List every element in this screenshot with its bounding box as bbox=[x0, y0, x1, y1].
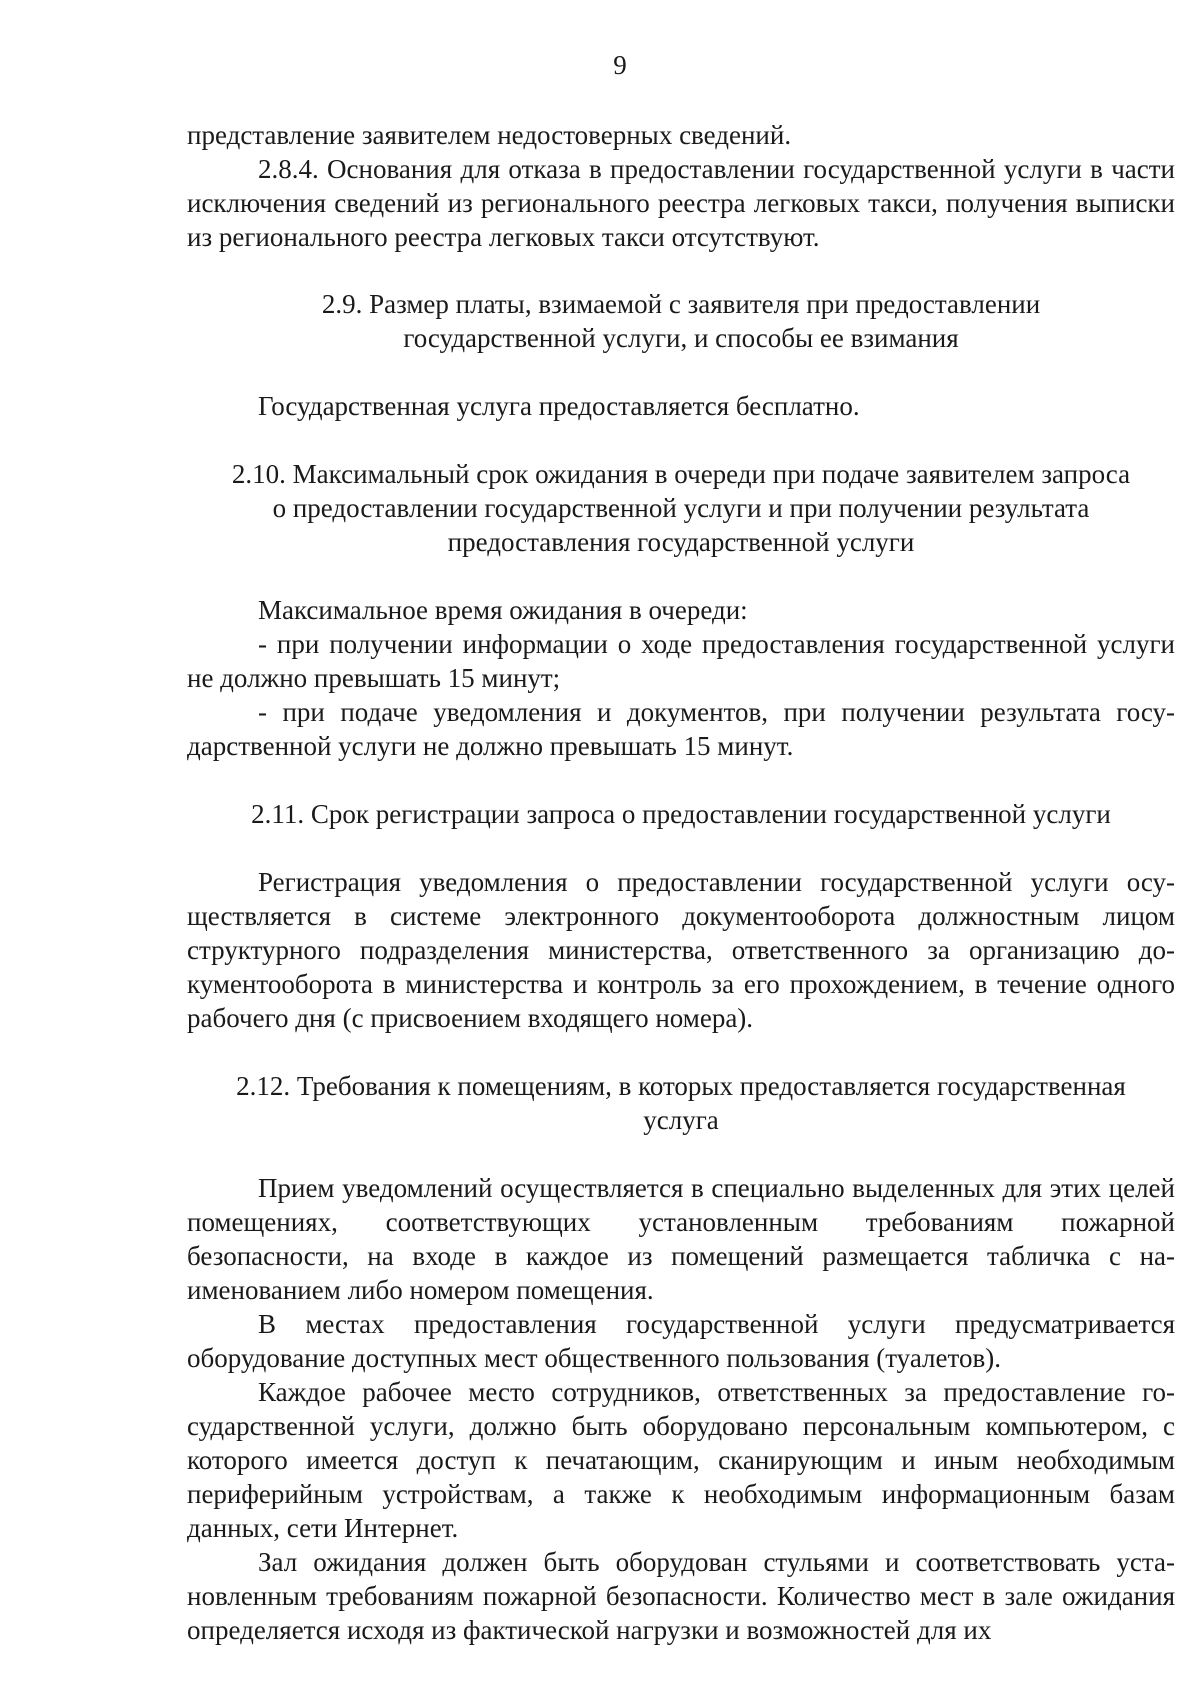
heading-line: 2.9. Размер платы, взимаемой с заявителя при предоставлении bbox=[321, 289, 1041, 319]
paragraph-free-service: Государственная услуга предоставляется бесплатно. bbox=[258, 391, 860, 421]
heading-line: предоставления государственной услуги bbox=[447, 527, 915, 557]
heading-line: услуга bbox=[643, 1105, 719, 1135]
paragraph-max-wait: Максимальное время ожидания в очереди: bbox=[258, 595, 748, 625]
list-item-documents: - при подаче уведомления и документов, при получении результата государственной услуги не должно превышать 15 минут. bbox=[187, 697, 1175, 761]
paragraph-facilities: В местах предоставления государственной услуги предусматривается оборудование доступных мест общественного пользования (туалетов). bbox=[187, 1309, 1175, 1373]
section-heading-2-11 bbox=[187, 797, 1175, 831]
document-body bbox=[187, 118, 1175, 1647]
heading-line: государственной услуги, и способы ее взимания bbox=[403, 323, 959, 353]
heading-line: 2.12. Требования к помещениям, в которых предоставляется государственная bbox=[236, 1071, 1126, 1101]
section-heading-2-10 bbox=[187, 457, 1175, 559]
paragraph-workplace: Каждое рабочее место сотрудников, ответственных за предоставление государственной услуги, должно быть оборудовано персональным компьютером, с которого имеется доступ к печатающим, сканирующим и иным необходимым периферийным устройствам, а также к необходимым информационным базам данных, сети Интернет. bbox=[187, 1377, 1175, 1543]
heading-line: о предоставлении государственной услуги и при получении результата bbox=[272, 493, 1090, 523]
paragraph-waiting-hall: Зал ожидания должен быть оборудован стульями и соответствовать установленным требованиям пожарной безопасности. Количество мест в зале ожидания определяется исходя из фактической нагрузки и возможностей для их bbox=[187, 1547, 1175, 1645]
page-number: 9 bbox=[613, 50, 627, 80]
paragraph-registration: Регистрация уведомления о предоставлении государственной услуги осуществляется в системе электронного документооборота должностным лицом структурного подразделения министерства, ответственного за организацию документооборота в министерства и контроль за его прохождением, в течение одного рабочего дня (с присвоением входящего номера). bbox=[187, 867, 1175, 1033]
paragraph-2-8-4: 2.8.4. Основания для отказа в предоставлении государственной услуги в части исключения сведений из регионального реестра легковых такси, получения выписки из регионального реестра легковых такси отсутствуют. bbox=[187, 154, 1175, 252]
heading-line: 2.11. Срок регистрации запроса о предоставлении государственной услуги bbox=[251, 799, 1111, 829]
paragraph-reception: Прием уведомлений осуществляется в специально выделенных для этих целей помещениях, соответствующих установленным требованиям пожарной безопасности, на входе в каждое из помещений размещается табличка с наименованием либо номером помещения. bbox=[187, 1173, 1175, 1305]
section-heading-2-12 bbox=[187, 1069, 1175, 1137]
list-item-info: - при получении информации о ходе предоставления государственной услуги не должно превышать 15 минут; bbox=[187, 629, 1175, 693]
heading-line: 2.10. Максимальный срок ожидания в очереди при подаче заявителем запроса bbox=[231, 459, 1131, 489]
section-heading-2-9 bbox=[187, 287, 1175, 355]
paragraph-continuation: представление заявителем недостоверных сведений. bbox=[187, 120, 792, 150]
